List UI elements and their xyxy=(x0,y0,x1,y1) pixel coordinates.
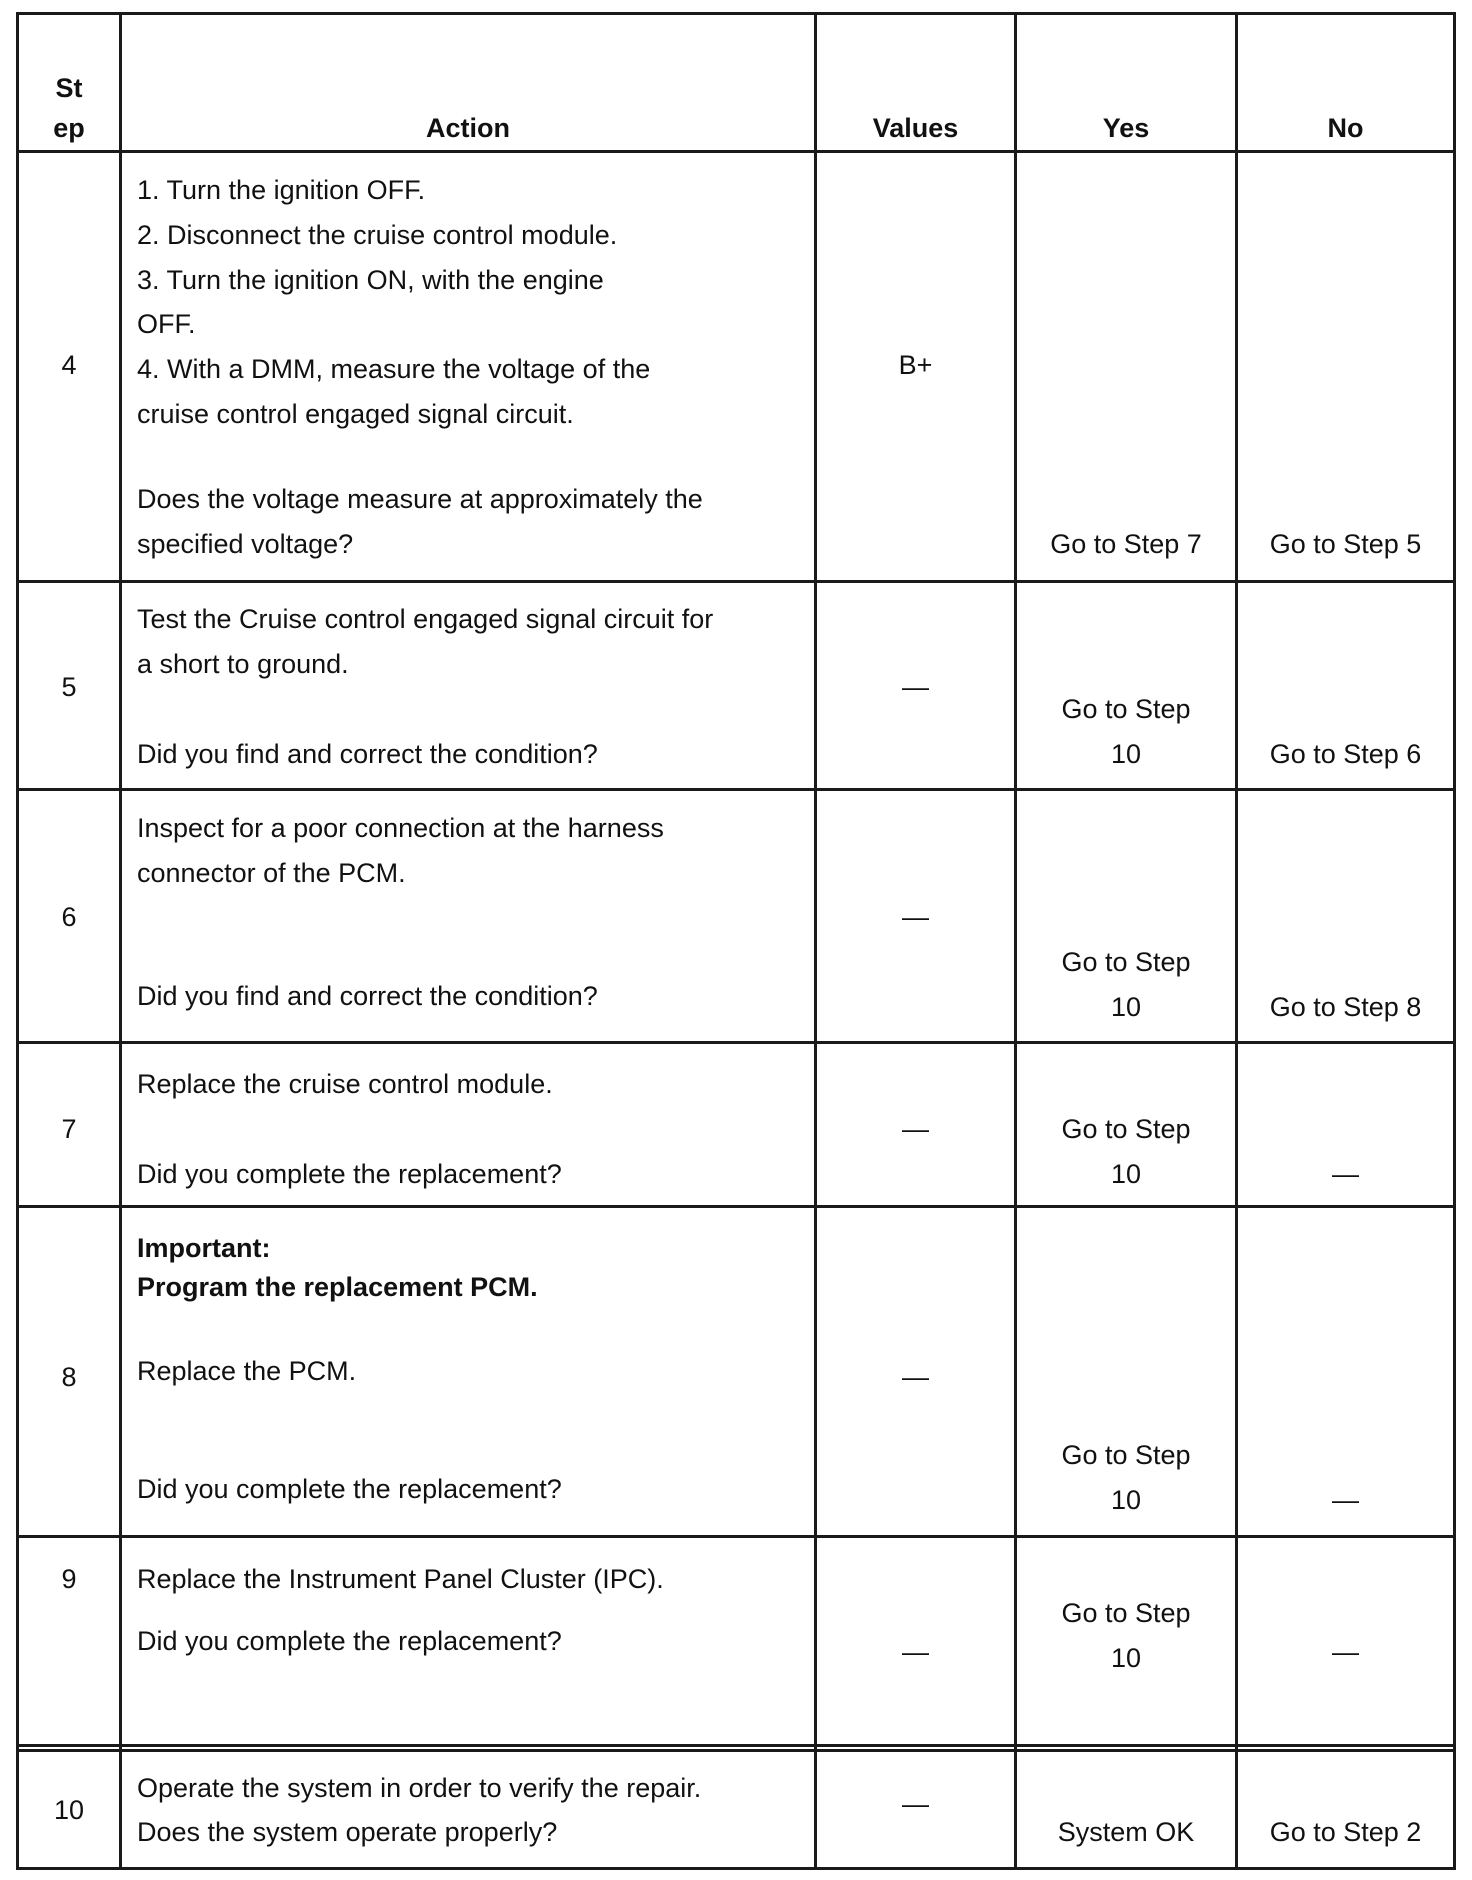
header-no: No xyxy=(1327,113,1364,143)
yes-cell: Go to Step 7 xyxy=(1050,529,1202,559)
step-number: 8 xyxy=(61,1362,77,1392)
rule-step-action xyxy=(119,12,122,1870)
no-cell: Go to Step 8 xyxy=(1269,992,1422,1022)
yes-cell-line: Go to Step xyxy=(1061,694,1191,724)
yes-cell-line: 10 xyxy=(1110,1159,1142,1189)
no-cell: Go to Step 5 xyxy=(1269,529,1422,559)
value-cell: — xyxy=(902,1362,929,1392)
value-cell: B+ xyxy=(898,350,933,380)
value-cell: — xyxy=(902,1789,929,1819)
header-step-line-2: ep xyxy=(53,113,85,143)
header-values: Values xyxy=(872,113,959,143)
step-number: 4 xyxy=(61,350,77,380)
action-line: 1. Turn the ignition OFF. xyxy=(137,175,426,205)
yes-cell-line: 10 xyxy=(1110,1643,1142,1673)
no-cell: — xyxy=(1332,1485,1359,1515)
header-step-line-1: St xyxy=(55,73,83,103)
step-number: 6 xyxy=(61,902,77,932)
action-line: a short to ground. xyxy=(137,649,349,679)
step-number: 5 xyxy=(61,672,77,702)
step-number: 7 xyxy=(61,1114,77,1144)
rule-row-9-b xyxy=(16,1749,1456,1752)
yes-cell-line: Go to Step xyxy=(1061,947,1191,977)
yes-cell-line: 10 xyxy=(1110,739,1142,769)
value-cell: — xyxy=(902,902,929,932)
rule-row-6 xyxy=(16,1041,1456,1044)
action-line: 2. Disconnect the cruise control module. xyxy=(137,220,618,250)
value-cell: — xyxy=(902,672,929,702)
rule-yes-no xyxy=(1235,12,1238,1870)
rule-top xyxy=(16,12,1456,15)
important-note: Program the replacement PCM. xyxy=(137,1272,538,1302)
action-line: cruise control engaged signal circuit. xyxy=(137,399,574,429)
rule-header xyxy=(16,150,1456,153)
rule-action-values xyxy=(814,12,817,1870)
action-line: Did you complete the replacement? xyxy=(137,1159,562,1189)
no-cell: — xyxy=(1332,1159,1359,1189)
action-line: connector of the PCM. xyxy=(137,858,406,888)
action-line: Did you find and correct the condition? xyxy=(137,739,598,769)
rule-row-8 xyxy=(16,1535,1456,1538)
yes-cell-line: Go to Step xyxy=(1061,1598,1191,1628)
action-line: Did you find and correct the condition? xyxy=(137,981,598,1011)
no-cell: Go to Step 2 xyxy=(1269,1817,1422,1847)
rule-row-7 xyxy=(16,1205,1456,1208)
value-cell: — xyxy=(902,1114,929,1144)
no-cell: Go to Step 6 xyxy=(1269,739,1422,769)
action-line: 3. Turn the ignition ON, with the engine xyxy=(137,265,604,295)
header-action: Action xyxy=(426,113,510,143)
important-label: Important: xyxy=(137,1233,271,1263)
action-line: Did you complete the replacement? xyxy=(137,1474,562,1504)
action-line: specified voltage? xyxy=(137,529,354,559)
action-line: Replace the PCM. xyxy=(137,1356,357,1386)
header-yes: Yes xyxy=(1102,113,1150,143)
yes-cell-line: 10 xyxy=(1110,992,1142,1022)
action-line: Does the system operate properly? xyxy=(137,1817,558,1847)
action-line: Did you complete the replacement? xyxy=(137,1626,562,1656)
action-line: Replace the cruise control module. xyxy=(137,1069,553,1099)
value-cell: — xyxy=(902,1637,929,1667)
yes-cell-line: Go to Step xyxy=(1061,1114,1191,1144)
rule-bottom xyxy=(16,1867,1456,1870)
action-line: Inspect for a poor connection at the harness xyxy=(137,813,664,843)
rule-right xyxy=(1453,12,1456,1870)
rule-row-4 xyxy=(16,580,1456,583)
action-line: 4. With a DMM, measure the voltage of the xyxy=(137,354,651,384)
action-line: Test the Cruise control engaged signal circuit for xyxy=(137,604,714,634)
action-line: OFF. xyxy=(137,309,196,339)
yes-cell-line: Go to Step xyxy=(1061,1440,1191,1470)
yes-cell-line: 10 xyxy=(1110,1485,1142,1515)
action-line: Operate the system in order to verify the repair. xyxy=(137,1773,702,1803)
action-line: Replace the Instrument Panel Cluster (IPC). xyxy=(137,1564,664,1594)
yes-cell: System OK xyxy=(1057,1817,1195,1847)
rule-row-5 xyxy=(16,788,1456,791)
rule-row-9-a xyxy=(16,1744,1456,1747)
step-number: 10 xyxy=(53,1795,85,1825)
step-number: 9 xyxy=(61,1564,77,1594)
action-line: Does the voltage measure at approximately the xyxy=(137,484,703,514)
no-cell: — xyxy=(1332,1637,1359,1667)
